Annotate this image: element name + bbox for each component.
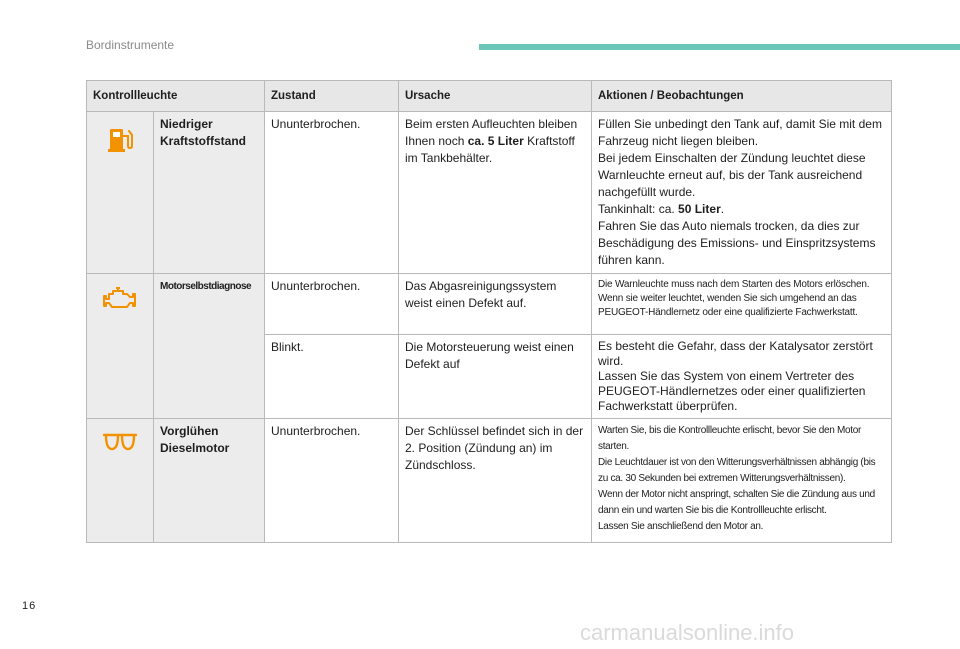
action-text: Tankinhalt: ca. — [598, 202, 679, 216]
actions-cell — [592, 419, 892, 543]
cause-bold-text: ca. 5 Liter — [467, 134, 524, 148]
action-text: Fahren Sie das Auto niemals trocken, da dies zur Beschädigung des Emissions- und Einspritzsystems führen kann. — [598, 219, 876, 267]
lamp-name-line: Niedriger — [160, 117, 213, 131]
header-accent-bar — [479, 44, 960, 50]
action-text: Die Warnleuchte muss nach dem Starten des Motors erlöschen. — [598, 279, 870, 290]
cause-cell — [399, 112, 592, 274]
state-cell: Ununterbrochen. — [265, 419, 399, 543]
action-text: Bei jedem Einschalten der Zündung leuchtet diese Warnleuchte erneut auf, bis der Tank ausreichend nachgefüllt wurde. — [598, 151, 866, 199]
watermark: carmanualsonline.info — [580, 620, 795, 645]
state-cell: Ununterbrochen. — [265, 274, 399, 335]
action-text: Die Leuchtdauer ist von den Witterungsverhältnissen abhängig (bis zu ca. 30 Sekunden bei extremen Witterungsverhältnissen). — [598, 457, 876, 484]
state-cell: Ununterbrochen. — [265, 112, 399, 274]
lamp-name-cell — [154, 419, 265, 543]
fuel-pump-icon — [105, 124, 135, 154]
section-title: Bordinstrumente — [86, 38, 175, 52]
action-text: Lassen Sie das System von einem Vertreter des PEUGEOT-Händlernetzes oder einer qualifizierten Fachwerkstatt überprüfen. — [598, 369, 866, 413]
lamp-name-line: Dieselmotor — [160, 441, 230, 455]
cause-cell: Der Schlüssel befindet sich in der 2. Position (Zündung an) im Zündschloss. — [399, 419, 592, 543]
table-row — [87, 112, 892, 274]
state-cell: Blinkt. — [265, 335, 399, 419]
action-text — [598, 201, 885, 218]
lamp-icon-cell — [87, 419, 154, 543]
action-text: Lassen Sie anschließend den Motor an. — [598, 521, 764, 532]
lamp-name-cell: Motorselbstdiagnose — [154, 274, 265, 419]
column-header-cause: Ursache — [399, 81, 592, 112]
action-text: . — [720, 202, 725, 216]
actions-cell — [592, 274, 892, 335]
page-number: 16 — [22, 600, 37, 612]
column-header-lamp: Kontrollleuchte — [87, 81, 265, 112]
glow-plug-icon — [103, 431, 137, 453]
lamp-icon-cell — [87, 112, 154, 274]
action-text: Es besteht die Gefahr, dass der Katalysator zerstört wird. — [598, 339, 873, 368]
column-header-actions: Aktionen / Beobachtungen — [592, 81, 892, 112]
table-header-row — [87, 81, 892, 112]
cause-text: Kraftstoff im Tankbehälter. — [405, 134, 575, 165]
action-text: Warten Sie, bis die Kontrollleuchte erlischt, bevor Sie den Motor starten. — [598, 425, 862, 452]
cause-cell: Die Motorsteuerung weist einen Defekt auf — [399, 335, 592, 419]
action-bold-text: 50 Liter — [678, 202, 721, 216]
action-text: Füllen Sie unbedingt den Tank auf, damit Sie mit dem Fahrzeug nicht liegen bleiben. — [598, 117, 882, 148]
table-row — [87, 274, 892, 335]
lamp-name-cell — [154, 112, 265, 274]
engine-icon — [103, 286, 137, 312]
table-row — [87, 419, 892, 543]
cause-text: Beim ersten Aufleuchten bleiben Ihnen noch — [405, 117, 578, 148]
action-text: Wenn sie weiter leuchtet, wenden Sie sich umgehend an das PEUGEOT-Händlernetz oder eine qualifizierte Fachwerkstatt. — [598, 293, 858, 318]
column-header-state: Zustand — [265, 81, 399, 112]
lamp-name-line: Vorglühen — [160, 424, 219, 438]
actions-cell — [592, 112, 892, 274]
cause-cell: Das Abgasreinigungssystem weist einen Defekt auf. — [399, 274, 592, 335]
lamp-icon-cell — [87, 274, 154, 419]
lamp-name-line: Kraftstoffstand — [160, 134, 246, 148]
actions-cell — [592, 335, 892, 419]
warning-lights-table — [86, 80, 892, 543]
action-text: Wenn der Motor nicht anspringt, schalten Sie die Zündung aus und dann ein und warten Sie bis die Kontrollleuchte erlischt. — [598, 489, 875, 516]
